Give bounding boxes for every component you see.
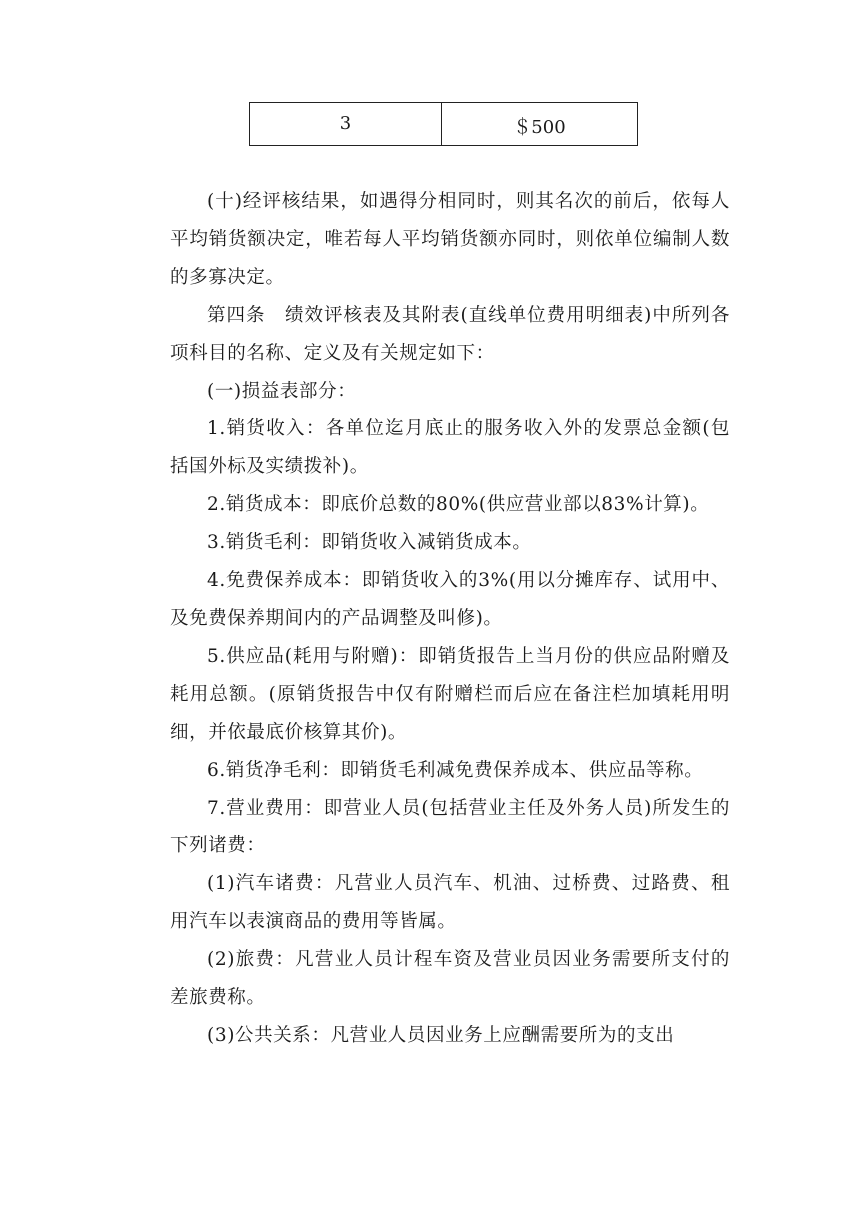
paragraph-supplies: 5.供应品(耗用与附赠)：即销货报告上当月份的供应品附赠及耗用总额。(原销货报告中仅有附赠栏而后应在备注栏加填耗用明细，并依最底价核算其价)。 [170, 645, 730, 743]
paragraph-vehicle-expenses: (1)汽车诸费：凡营业人员汽车、机油、过桥费、过路费、租用汽车以表演商品的费用等皆属。 [170, 873, 730, 933]
paragraph-public-relations: (3)公共关系：凡营业人员因业务上应酬需要所为的支出 [207, 1024, 675, 1046]
table-cell-amount: ＄500 [442, 103, 638, 146]
paragraph-sales-revenue: 1.销货收入：各单位迄月底止的服务收入外的发票总金额(包括国外标及实绩拨补)。 [170, 418, 730, 478]
paragraph-income-statement-heading: (一)损益表部分： [207, 380, 357, 402]
paragraph-free-maintenance-cost: 4.免费保养成本：即销货收入的3%(用以分摊库存、试用中、及免费保养期间内的产品调整及叫修)。 [170, 570, 730, 629]
paragraph-article-4: 第四条 绩效评核表及其附表(直线单位费用明细表)中所列各项科目的名称、定义及有关规定如下： [170, 304, 730, 364]
paragraph-travel-expenses: (2)旅费：凡营业人员计程车资及营业员因业务需要所支付的差旅费称。 [170, 949, 730, 1009]
paragraph-gross-profit: 3.销货毛利：即销货收入减销货成本。 [207, 532, 532, 554]
paragraph-operating-expenses: 7.营业费用：即营业人员(包括营业主任及外务人员)所发生的下列诸费： [170, 797, 730, 857]
paragraph-net-gross-profit: 6.销货净毛利：即销货毛利减免费保养成本、供应品等称。 [207, 759, 704, 781]
reward-table [249, 102, 638, 146]
paragraph-rank-tie-rule: (十)经评核结果，如遇得分相同时，则其名次的前后，依每人平均销货额决定，唯若每人平均销货额亦同时，则依单位编制人数的多寡决定。 [170, 191, 730, 288]
paragraph-cost-of-sales: 2.销货成本：即底价总数的80%(供应营业部以83%计算)。 [207, 494, 710, 516]
document-body [170, 183, 730, 1055]
table-row [250, 103, 638, 146]
table-cell-rank: 3 [250, 103, 442, 146]
